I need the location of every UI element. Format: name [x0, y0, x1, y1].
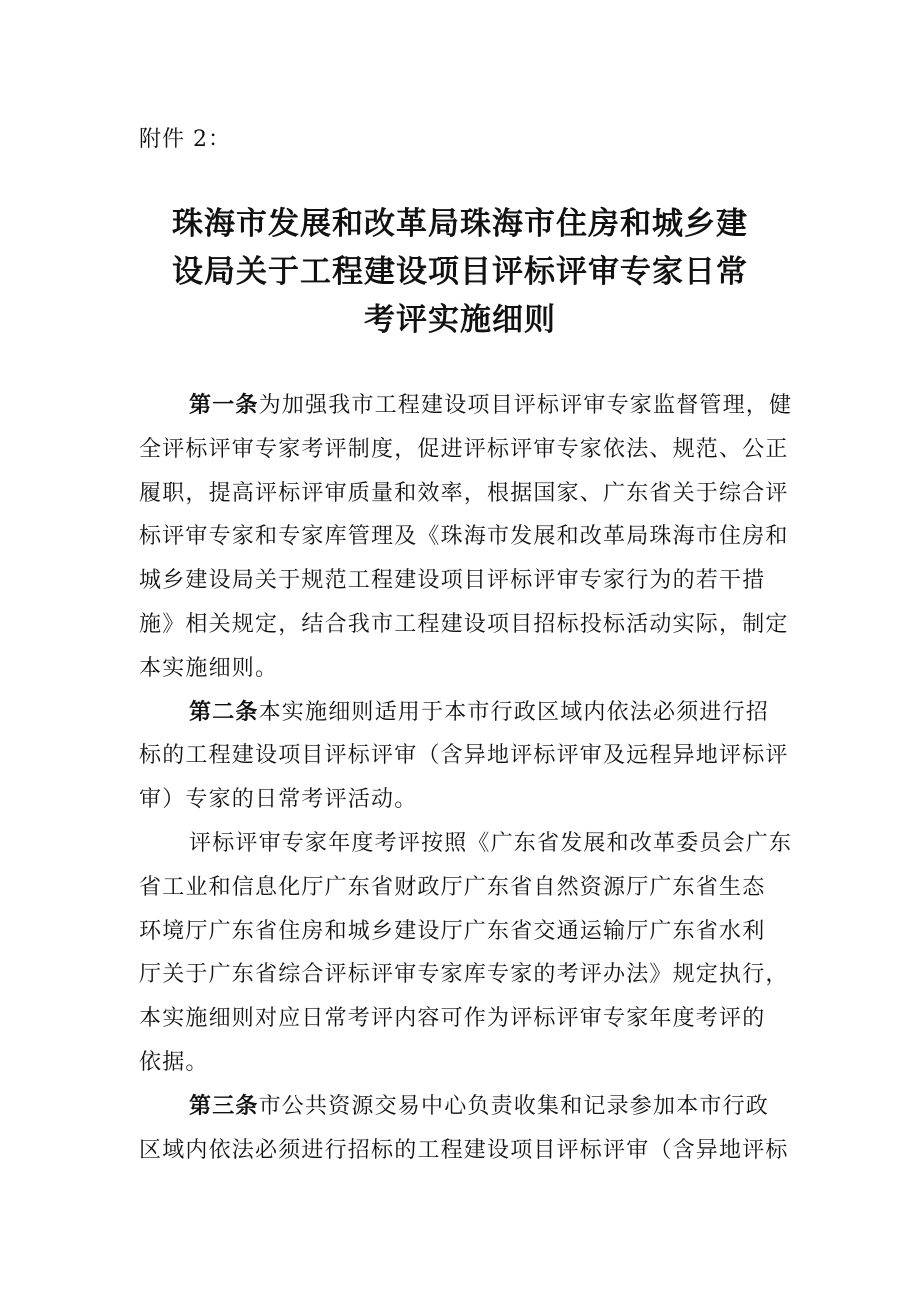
paragraph-first-line: 评标评审专家年度考评按照《广东省发展和改革委员会广东	[189, 830, 793, 856]
article-label: 第一条	[189, 393, 259, 418]
text-line: 履职，提高评标评审质量和效率，根据国家、广东省关于综合评	[139, 480, 789, 506]
article-label: 第三条	[189, 1093, 259, 1119]
title-line: 设局关于工程建设项目评标评审专家日常	[172, 254, 748, 290]
text-line: 施》相关规定，结合我市工程建设项目招标投标活动实际，制定	[139, 611, 789, 637]
text-line: 城乡建设局关于规范工程建设项目评标评审专家行为的若干措	[139, 568, 766, 594]
text-line: 厅关于广东省综合评标评审专家库专家的考评办法》规定执行，	[139, 962, 789, 988]
text-line: 省工业和信息化厅广东省财政厅广东省自然资源厅广东省生态	[139, 874, 766, 900]
article-label: 第二条	[189, 699, 259, 725]
text-line: 全评标评审专家考评制度，促进评标评审专家依法、规范、公正	[139, 436, 789, 462]
article-text: 为加强我市工程建设项目评标评审专家监督管理，健	[258, 393, 793, 418]
text-line: 本实施细则对应日常考评内容可作为评标评审专家年度考评的	[139, 1006, 766, 1032]
text-line: 标评审专家和专家库管理及《珠海市发展和改革局珠海市住房和	[139, 524, 789, 550]
article-1-first-line	[139, 384, 793, 428]
attachment-label: 附件 2：	[139, 127, 231, 152]
text-line: 区域内依法必须进行招标的工程建设项目评标评审（含异地评标	[139, 1137, 789, 1163]
article-2-first-line	[139, 691, 789, 735]
article-text: 本实施细则适用于本市行政区域内依法必须进行招	[258, 699, 770, 725]
title-line: 考评实施细则	[364, 302, 556, 338]
text-line: 依据。	[139, 1049, 209, 1075]
document-body	[139, 384, 793, 1172]
title-line: 珠海市发展和改革局珠海市住房和城乡建	[172, 206, 748, 242]
article-3-first-line	[139, 1085, 789, 1129]
text-line: 审）专家的日常考评活动。	[139, 787, 418, 813]
document-title	[120, 200, 800, 344]
text-line: 标的工程建设项目评标评审（含异地评标评审及远程异地评标评	[139, 743, 789, 769]
article-text: 市公共资源交易中心负责收集和记录参加本市行政	[258, 1093, 770, 1119]
text-line: 环境厅广东省住房和城乡建设厅广东省交通运输厅广东省水利	[139, 918, 766, 944]
text-line: 本实施细则。	[139, 655, 279, 681]
